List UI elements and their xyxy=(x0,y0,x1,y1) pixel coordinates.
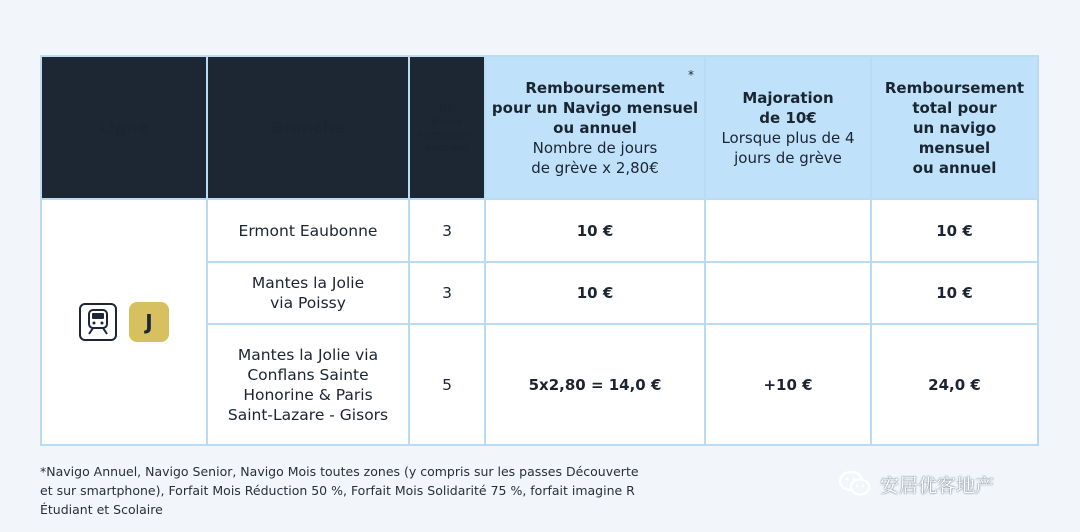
header-remboursement xyxy=(485,56,705,199)
majoration-cell: +10 € xyxy=(705,324,871,445)
header-total xyxy=(871,56,1038,199)
majoration-cell xyxy=(705,199,871,262)
header-remb-title-line: ou annuel xyxy=(553,118,637,137)
branche-line: Saint-Lazare - Gisors xyxy=(227,405,389,424)
jours-cell: 5 xyxy=(409,324,485,445)
header-nb-jours-line: Nb xyxy=(438,101,456,115)
table-row xyxy=(41,199,1038,262)
header-major-title-line: Majoration xyxy=(742,88,834,107)
line-j-badge: J xyxy=(129,302,169,342)
remboursement-cell: 10 € xyxy=(485,199,705,262)
branche-line: Conflans Sainte xyxy=(247,365,369,384)
header-nb-jours-line: jours xyxy=(431,114,463,128)
watermark-text: 安居优客地产 xyxy=(880,474,995,497)
branche-line: via Poissy xyxy=(270,294,346,312)
branche-cell xyxy=(207,262,409,324)
header-total-line: Remboursement xyxy=(884,78,1025,97)
total-cell: 24,0 € xyxy=(871,324,1038,445)
table-header-row xyxy=(41,56,1038,199)
branche-line: Honorine & Paris xyxy=(243,385,373,404)
footnote-line: et sur smartphone), Forfait Mois Réduction 50 %, Forfait Mois Solidarité 75 %, forfait imagine R xyxy=(40,483,635,498)
header-major-title-line: de 10€ xyxy=(759,108,817,127)
watermark xyxy=(838,470,994,498)
footnote-line: *Navigo Annuel, Navigo Senior, Navigo Mois toutes zones (y compris sur les passes Découverte xyxy=(40,464,639,479)
header-remb-sub-line: Nombre de jours xyxy=(532,138,658,157)
total-cell: 10 € xyxy=(871,199,1038,262)
train-icon xyxy=(79,303,117,341)
header-branche: Branche xyxy=(207,56,409,199)
header-nb-jours-line: sement xyxy=(423,140,471,154)
header-total-line: ou annuel xyxy=(912,158,997,177)
header-ligne: Ligne xyxy=(41,56,207,199)
remboursement-cell: 5x2,80 = 14,0 € xyxy=(485,324,705,445)
majoration-cell xyxy=(705,262,871,324)
branche-line: Mantes la Jolie xyxy=(251,274,365,292)
header-remb-title-line: Remboursement xyxy=(525,78,665,97)
header-total-line: mensuel xyxy=(918,138,991,157)
remboursement-cell: 10 € xyxy=(485,262,705,324)
line-icons xyxy=(46,302,202,342)
header-remb-sub-line: de grève x 2,80€ xyxy=(531,158,659,177)
branche-line: Mantes la Jolie via xyxy=(237,345,379,364)
footnote-star: * xyxy=(688,68,694,82)
header-majoration xyxy=(705,56,871,199)
footnote xyxy=(40,462,730,519)
header-total-line: un navigo xyxy=(912,118,997,137)
header-major-sub-line: Lorsque plus de 4 xyxy=(721,128,855,147)
header-major-sub-line: jours de grève xyxy=(734,148,842,167)
header-nb-jours-line: rembour- xyxy=(418,127,476,141)
jours-cell: 3 xyxy=(409,199,485,262)
branche-line: Ermont Eaubonne xyxy=(238,221,378,240)
total-cell: 10 € xyxy=(871,262,1038,324)
jours-cell: 3 xyxy=(409,262,485,324)
header-nb-jours xyxy=(409,56,485,199)
branche-cell xyxy=(207,199,409,262)
header-remb-title-line: pour un Navigo mensuel xyxy=(491,98,699,117)
header-total-line: total pour xyxy=(912,98,997,117)
branche-cell xyxy=(207,324,409,445)
refund-table xyxy=(40,55,1039,446)
ligne-cell xyxy=(41,199,207,445)
footnote-line: Étudiant et Scolaire xyxy=(40,502,163,517)
wechat-logo-icon xyxy=(838,470,872,498)
